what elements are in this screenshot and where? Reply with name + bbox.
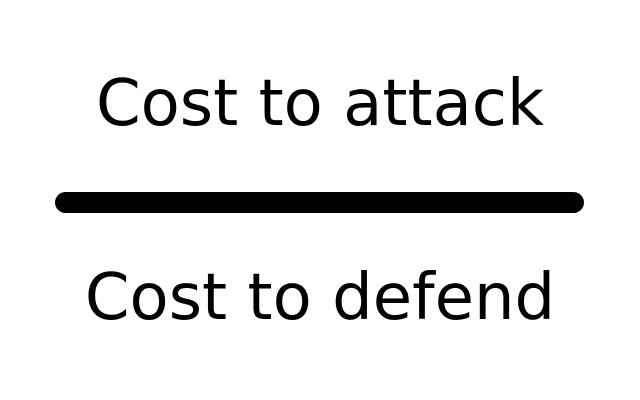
fraction-bar [55,192,584,213]
denominator-label: Cost to defend [84,261,556,335]
numerator-label: Cost to attack [95,67,545,141]
